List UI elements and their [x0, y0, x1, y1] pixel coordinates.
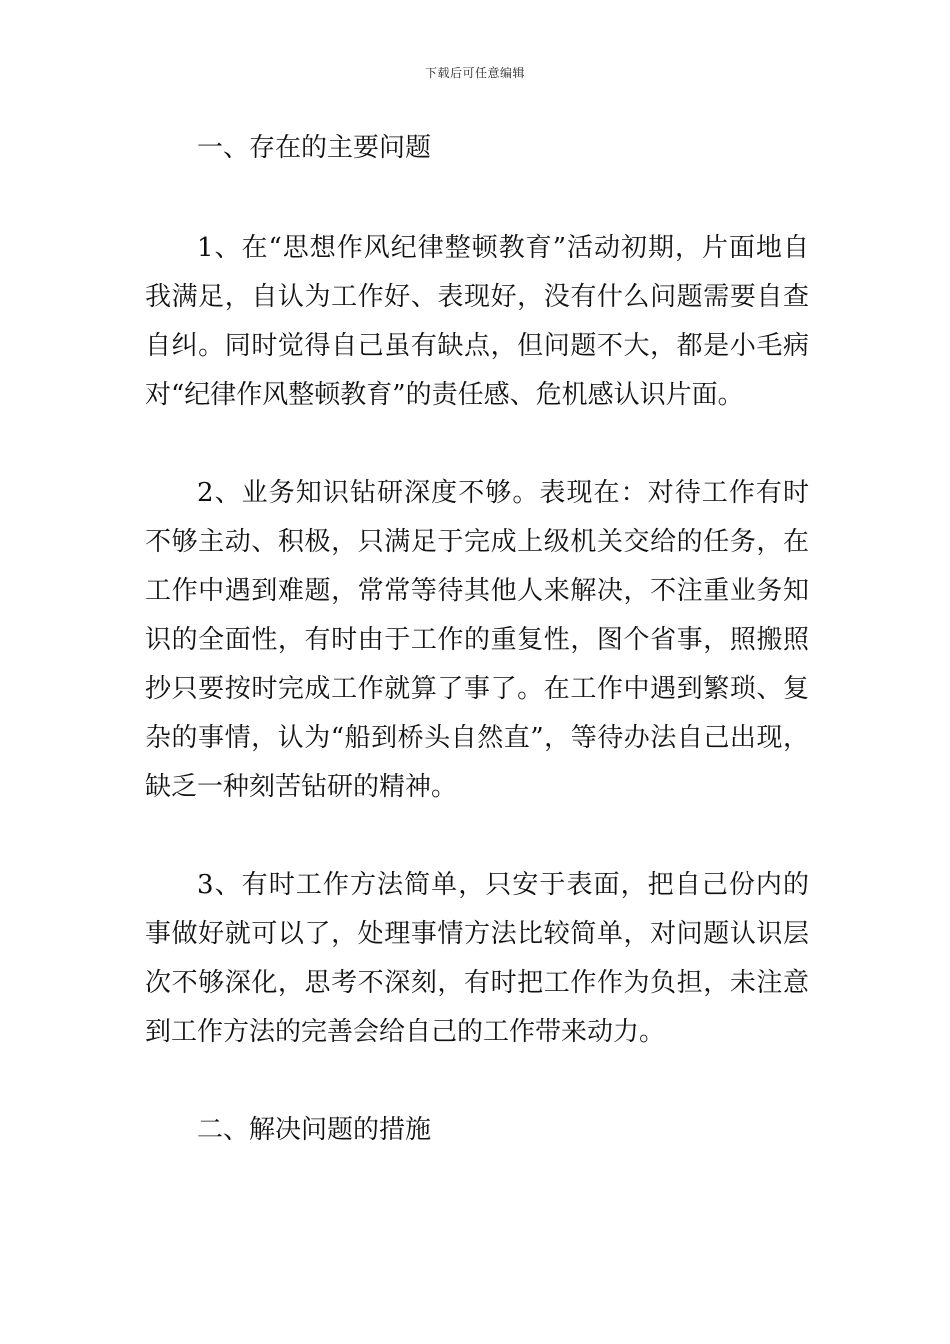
spacer	[145, 173, 809, 224]
document-body	[145, 124, 809, 1155]
section-1-heading: 一、存在的主要问题	[197, 133, 432, 163]
paragraph-item-1: 1、在“思想作风纪律整顿教育”活动初期，片面地自我满足，自认为工作好、表现好，没有什么问题需要自查自纠。同时觉得自己虽有缺点，但问题不大，都是小毛病对“纪律作风整顿教育”的责任感、危机感认识片面。	[145, 233, 809, 410]
spacer	[145, 420, 809, 469]
spacer	[145, 1057, 809, 1106]
section-2-heading: 二、解决问题的措施	[197, 1115, 432, 1145]
paragraph-item-2: 2、业务知识钻研深度不够。表现在：对待工作有时不够主动、积极，只满足于完成上级机关交给的任务，在工作中遇到难题，常常等待其他人来解决，不注重业务知识的全面性，有时由于工作的重复性，图个省事，照搬照抄只要按时完成工作就算了事了。在工作中遇到繁琐、复杂的事情，认为“船到桥头自然直”，等待办法自己出现，缺乏一种刻苦钻研的精神。	[145, 478, 809, 802]
spacer	[145, 812, 809, 861]
page-header-note: 下载后可任意编辑	[424, 66, 525, 80]
paragraph-item-3: 3、有时工作方法简单，只安于表面，把自己份内的事做好就可以了，处理事情方法比较简单，对问题认识层次不够深化，思考不深刻，有时把工作作为负担，未注意到工作方法的完善会给自己的工作带来动力。	[145, 870, 809, 1047]
